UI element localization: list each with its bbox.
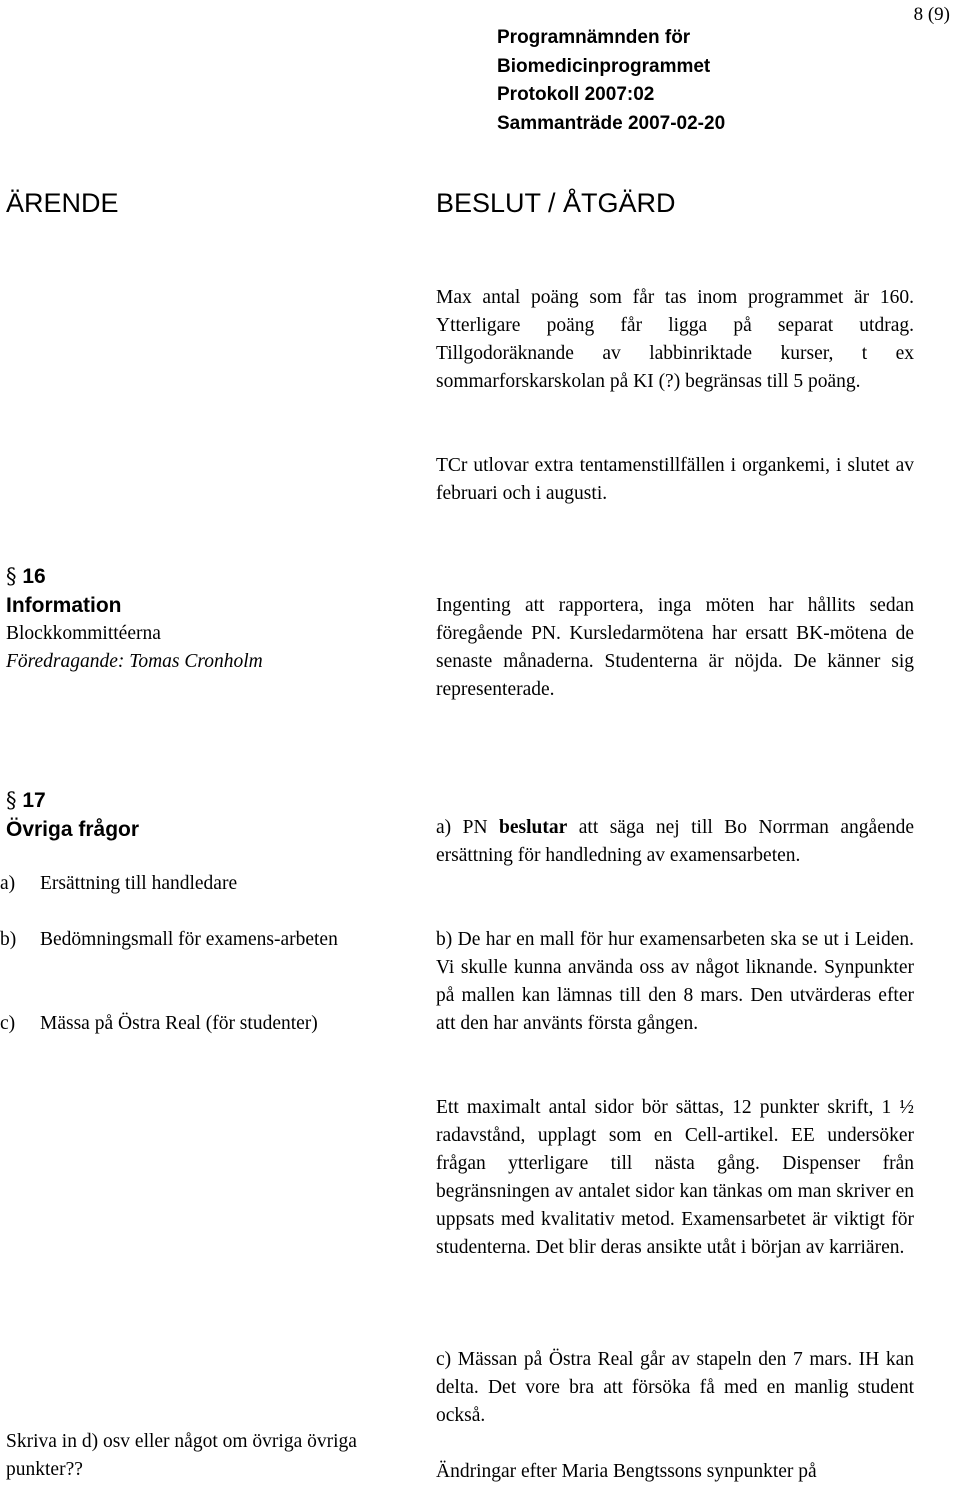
decision-text: a) PN [436, 817, 500, 838]
document-header [497, 24, 725, 138]
list-item [0, 926, 390, 954]
column-heading-matter: ÄRENDE [6, 188, 119, 218]
list-item-text: Ersättning till handledare [40, 873, 238, 894]
list-item-label: b) [0, 929, 17, 950]
list-item-label: c) [0, 1013, 16, 1034]
list-item [0, 1010, 390, 1038]
list-item-text: Mässa på Östra Real (för studenter) [40, 1013, 318, 1034]
decision-paragraph-a [436, 814, 914, 870]
paragraph-sign: § [6, 564, 17, 588]
header-program: Biomedicinprogrammet [497, 55, 711, 77]
section-number-value: 16 [22, 565, 46, 588]
section-title: Övriga frågor [6, 818, 140, 841]
section-title: Information [6, 594, 122, 617]
section-16-decision: Ingenting att rapportera, inga möten har hållits sedan föregående PN. Kursledarmötena har ersatt BK-mötena de senaste månaderna. Studenterna är nöjda. De känner sig representerade. [436, 595, 914, 700]
editor-note: Skriva in d) osv eller något om övriga övriga punkter?? [6, 1431, 357, 1480]
section-number [6, 562, 394, 591]
section-number-value: 17 [22, 789, 46, 812]
section-17-heading [6, 786, 394, 844]
decision-text: att säga nej till Bo Norrman angående ersättning för handledning av examensarbeten. [436, 817, 915, 866]
section-16-heading [6, 562, 394, 676]
decision-paragraph-d: Ändringar efter Maria Bengtssons synpunkter på [436, 1461, 817, 1482]
decision-paragraph-c: c) Mässan på Östra Real går av stapeln den 7 mars. IH kan delta. Det vore bra att försöka få med en manlig student också. [436, 1349, 914, 1426]
paragraph-sign: § [6, 788, 17, 812]
section-subtitle: Blockkommittéerna [6, 623, 161, 644]
section-number [6, 786, 394, 815]
header-protocol: Protokoll 2007:02 [497, 84, 655, 105]
header-meeting-date: Sammanträde 2007-02-20 [497, 112, 726, 134]
list-item-text: Bedömningsmall för examens-arbeten [40, 929, 338, 950]
list-item [0, 870, 390, 898]
header-committee: Programnämnden för [497, 27, 691, 48]
decision-paragraph-b-continued: Ett maximalt antal sidor bör sättas, 12 punkter skrift, 1 ½ radavstånd, upplagt som en Cell-artikel. EE undersöker frågan ytterligare till nästa gång. Dispenser från begränsningen av antalet sidor kan tänkas om man skriver en uppsats med kvalitativ metod. Examensarbetet är viktigt för studenterna. Det blir deras ansikte utåt i början av karriären. [436, 1097, 914, 1258]
decision-paragraph: TCr utlovar extra tentamenstillfällen i organkemi, i slutet av februari och i augusti. [436, 455, 914, 504]
page-number: 8 (9) [913, 4, 950, 25]
list-item-label: a) [0, 873, 16, 894]
decision-paragraph-b: b) De har en mall för hur examensarbeten ska se ut i Leiden. Vi skulle kunna använda oss av något liknande. Synpunkter på mallen kan lämnas till den 8 mars. Den utvärderas efter att den har använts första gången. [436, 929, 914, 1034]
column-heading-decision: BESLUT / ÅTGÄRD [436, 188, 676, 218]
section-presenter: Föredragande: Tomas Cronholm [6, 651, 263, 672]
decision-keyword: beslutar [499, 817, 568, 838]
decision-paragraph: Max antal poäng som får tas inom programmet är 160. Ytterligare poäng får ligga på separat utdrag. Tillgodoräknande av labbinriktade kurser, t ex sommarforskarskolan på KI (?) begränsas till 5 poäng. [436, 287, 914, 392]
